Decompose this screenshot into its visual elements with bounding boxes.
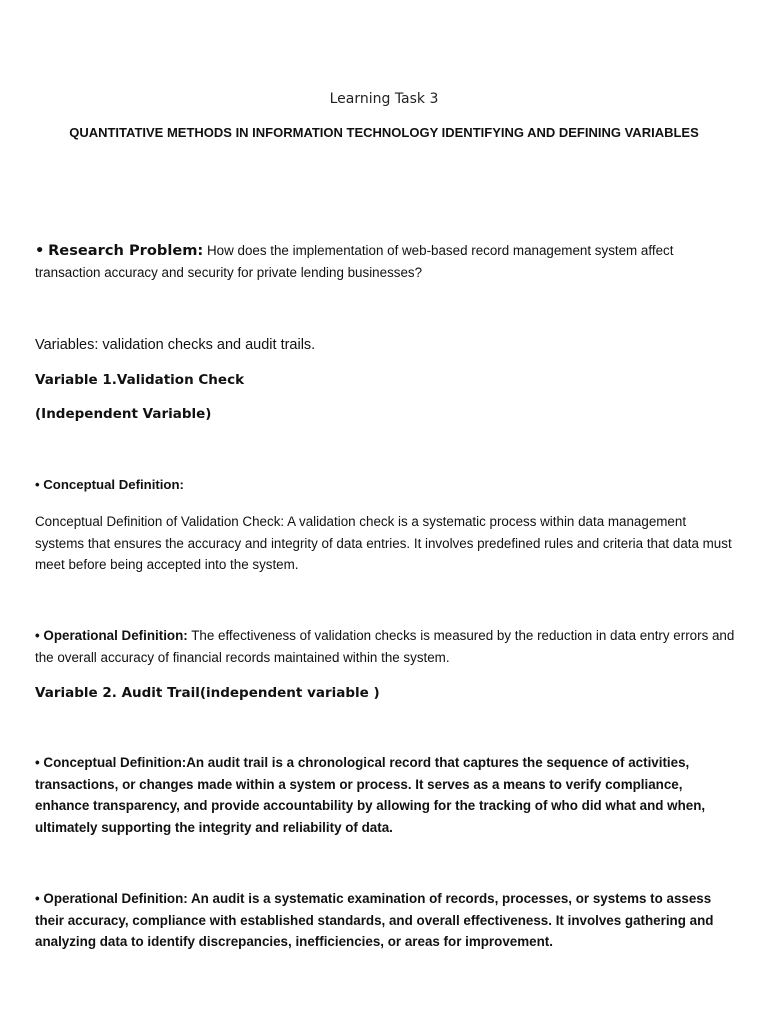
variables-line: Variables: validation checks and audit trails.	[35, 337, 316, 353]
variable2-operational-text: • Operational Definition: An audit is a systematic examination of records, processes, or systems to assess their accuracy, compliance with established standards, and overall effectiveness. It involves gathering and analyzing data to identify discrepancies, inefficiencies, or areas for improvement.	[35, 891, 714, 949]
variable1-operational-text: The effectiveness of validation checks is measured by the reduction in data entry errors and the overall accuracy of financial records maintained within the system.	[35, 628, 735, 665]
task-label: Learning Task 3	[329, 91, 439, 107]
variable1-operational-label: • Operational Definition:	[35, 628, 188, 643]
research-problem-label: Research Problem:	[48, 242, 204, 259]
research-problem-text: How does the implementation of web-based record management system affect transaction accuracy and security for private lending businesses?	[35, 243, 674, 280]
document-title: QUANTITATIVE METHODS IN INFORMATION TECHNOLOGY IDENTIFYING AND DEFINING VARIABLES	[69, 125, 699, 140]
variable1-conceptual-heading: • Conceptual Definition:	[35, 477, 184, 492]
variable1-type: (Independent Variable)	[35, 406, 212, 422]
research-problem-bullet: •	[35, 242, 45, 259]
variable1-conceptual-text: Conceptual Definition of Validation Check: A validation check is a systematic process within data management systems that ensures the accuracy and integrity of data entries. It involves predefined rules and criteria that data must meet before being accepted into the system.	[35, 514, 732, 572]
research-problem	[35, 240, 735, 283]
variable1-operational	[35, 625, 735, 668]
variable2-conceptual-text: • Conceptual Definition:An audit trail is a chronological record that captures the sequence of activities, transactions, or changes made within a system or process. It serves as a means to verify compliance, enhance transparency, and provide accountability by allowing for the tracking of who did what and when, ultimately supporting the integrity and reliability of data.	[35, 755, 706, 835]
variable1-title: Variable 1.Validation Check	[35, 372, 245, 388]
variable2-title: Variable 2. Audit Trail(independent variable )	[35, 685, 380, 701]
